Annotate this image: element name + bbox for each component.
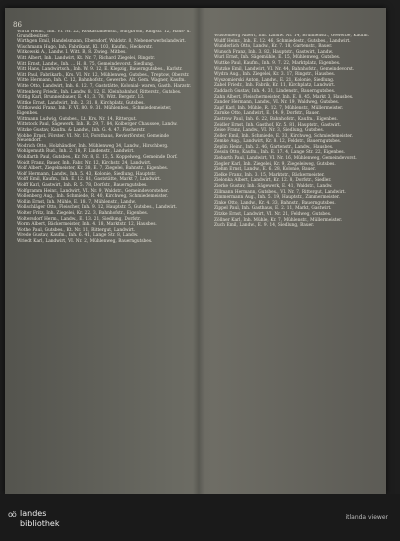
- directory-entry: Zielke Franz, Inh. 3. 15, Marktstr., Bäckermeister.: [214, 172, 325, 178]
- directory-entry: Wodrich Otto, Holzhändler, Inh. Mühlenweg 34, Landw., Hirschberg.: [17, 143, 169, 149]
- right-column: [210, 34, 386, 494]
- directory-entry: Witte Otto, Landwirt, Inh. 6. 12. 7, Gaststätte, Kolonial- waren, Gasth. Harzstr.: [17, 84, 192, 90]
- directory-entry: Wohlgemuth Rud., Inh. 2. 18, F. Lindenstr., Landwirt.: [17, 149, 135, 155]
- directory-entry: Wollschläger Otto, Fleischer, Inh. 9. 12, Hauptstr. 5, Gutsbes., Landwirt.: [17, 205, 177, 211]
- directory-entry: Wobbe Ernst, Förster. VI. Nr. 13, Forsthaus, Revierförster, Gemeinde Neuendorf.: [17, 133, 169, 144]
- directory-entry: Ziegler Karl, Inh. Ziegelei, Kr. 9, Ziegeleiweg, Gutsbes.: [214, 161, 336, 167]
- directory-entry: Witt Paul, Fabrikarb., Krs. VI. Nr. 12, Mühlenweg, Gutsbes., Treptow, Oberstr.: [17, 72, 190, 78]
- directory-entry: Wittmann Ludwig, Gutsbes., Lt. Krs. Nr. 14, Rittergut.: [17, 116, 137, 122]
- directory-entry: Witt Albert, Inh. Landwirt, Kt. Nr. 7, Richard Ziegelei, Ringstr.: [17, 56, 156, 62]
- directory-entry: Zitzke Ernst, Landwirt, VI. Nr. 21, Feldweg, Gutsbes.: [214, 212, 332, 217]
- directory-entry: Zahn Albert, Fleischermeister, Inh. E. 8. 45, Markt 3, Hausbes.: [214, 94, 354, 100]
- directory-entry: Wydra Aug., Inh. Ziegelei, Kr. 3. 17, Ringstr., Hausbes.: [214, 72, 336, 78]
- directory-entry: Zeller Emil, Inh. Schmiede, E. 33, Kirchweg, Schmiedemeister.: [214, 133, 353, 139]
- directory-entry: Zarnke Otto, Landwirt, E. 14. 9, Dorfstr., Bauer.: [214, 111, 320, 117]
- directory-entry: Wollenberg Aug., Inh. Schmiede, R. 40, Kirchweg, Schmiedemeister.: [17, 194, 168, 200]
- left-column: [13, 30, 193, 492]
- directory-entry: Wutzke Emil, Landwirt, VI. Nr. 44, Bahnhofstr., Gemeindevorst.: [214, 66, 355, 72]
- directory-entry: Wittke Ernst, Landwirt, Inh. 2. 31. 8, Kirchplatz, Gutsbes.: [17, 100, 145, 106]
- directory-entry: Wurl Ernst, Inh. Sägemühle, E. 15, Mühlenweg, Gutsbes.: [214, 55, 341, 61]
- directory-entry: Zeplin Heinr., Inh. 2. 46, Gartenstr., Landw., Hausbes.: [214, 144, 334, 150]
- directory-entry: Wittstock Paul, Sägewerk. Inh. R. 29, 7. 84, Kolberger Chaussee, Landw.: [17, 122, 178, 128]
- directory-entry: Worm Albert, Bäckermeister, Inh. 4. 18, Marktstr. 12, Hausbes.: [17, 222, 157, 228]
- viewer-footer: [0, 494, 400, 541]
- directory-entry: Woidt Franz, Bauer, Inh. Fabr. Nr. 12, Kirchstr. 24, Landwirt.: [17, 160, 152, 166]
- logo-line-1: landes: [20, 509, 47, 518]
- directory-entry: Zinke Otto, Landw., Kr. 4. 33, Bahnstr., Bauerngutsbes.: [214, 200, 336, 206]
- directory-entry: Wolff Emil, Kaufm., Inh. E. 12. 81, Gaststätte, Markt 7, Landwirt.: [17, 177, 162, 183]
- viewer-label[interactable]: itlanda viewer: [345, 514, 388, 521]
- directory-entry: Wolf Hermann, Landw., Inh. 5. 43, Kolonie, Siedlung, Hauptstr.: [17, 171, 157, 177]
- directory-entry: Witte Hermann, Inh. C. 12, Bahnhofstr., Gewerbe. Alt. Gem. Wagner, Kaufm.: [17, 78, 186, 84]
- directory-entry: Witt Hans, Landwirtsch., Inh. W. 9. 12, E. Klepzig, Bauerngutsbes., Karlstr.: [17, 67, 183, 73]
- directory-entry: Wollin Ernst, Inh. Mühle, E. 18. 7, Mühlenstr., Landw.: [17, 199, 136, 205]
- directory-entry: Zapf Karl, Inh. Mühle, R. 12. 7, Mühlenstr., Müllermeister.: [214, 105, 344, 111]
- directory-entry: Wyszomierski Anton, Landw., E. 21, Kolonie, Siedlung.: [214, 77, 335, 83]
- directory-entry: Wulff Heinr., Inh. E. 12. 46, Schmiedestr., Gutsbes., Landwirt.: [214, 38, 351, 44]
- directory-entry: Wohlfarth Paul, Gutsbes., Kr. Nr. 8, E. 15, 5. Koppelweg, Gemeinde Dorf.: [17, 154, 178, 160]
- directory-entry: Ziehm Ernst, Landw., E. 6. 28, Kolonie, Bauer.: [214, 167, 316, 173]
- page-gutter: [193, 8, 205, 494]
- directory-entry: Zander Hermann, Landw., VI. Nr. 19, Waldweg, Gutsbes.: [214, 100, 340, 106]
- scanned-page: [5, 8, 386, 494]
- directory-entry: Zastrow Paul, Inh. 6. 22, Bahnhofstr., Kaufm., Eigenbes.: [214, 116, 338, 122]
- directory-entry: Zeise Franz, Landw., VI. Nr. 3, Siedlung, Gutsbes.: [214, 128, 325, 134]
- directory-entry: Zessin Otto, Kaufm., Inh. E. 17. 4, Lange Str. 22, Eigenbes.: [214, 150, 346, 156]
- directory-entry: Wittkowski Franz, Inh. F. VI. 80. 9. 31. Mühlenbes., Schmiedemeister, Eigenbes.: [17, 106, 172, 117]
- directory-entry: Wischmann Hugo, Inh. Fabrikant, Kl. 103, Kaufm., Heckerstr.: [17, 44, 153, 50]
- directory-entry: Wüstenberg Albert, Inh. Landw. Nr. 14, Brunnenstr., Gewerbe, Kaufm.: [214, 34, 369, 38]
- directory-entry: Wittig Karl, Brunnenbauer, E. 41, 3. 78, Witt. Bergstr. 13.: [17, 95, 145, 101]
- directory-entry: Zemke Aug., Landwirt, Kr. 8. 12, Feldstr., Bauerngutsbes.: [214, 139, 342, 145]
- directory-entry: Zielonka Albert, Landwirt, Kr. 12. 8, Dorfstr., Siedler.: [214, 178, 332, 184]
- directory-entry: Zillmann Hermann, Gutsbes., VI. Nr. 7, Rittergut, Landwirt.: [214, 189, 346, 195]
- directory-entry: Wrede Gustav, Kaufm., Inh. 6. 41, Lange Str. 8, Landw.: [17, 233, 139, 239]
- page-number: 86: [13, 21, 22, 29]
- directory-entry: Wolff Karl, Gastwirt, Inh. R. 5. 78, Dorfstr., Bauerngutsbes.: [17, 182, 148, 188]
- logo-mark: oö: [8, 510, 16, 519]
- directory-entry: Wuttke Paul, Kaufm., Inh. 9. 7. 22, Marktplatz, Eigenbes.: [214, 60, 341, 66]
- directory-entry: Wothe Paul, Gutsbes., Kt. Nr. 11, Rittergut, Landwirt.: [17, 227, 136, 233]
- directory-entry: Ziebarth Paul, Landwirt, VI. Nr. 16, Mühlenweg, Gemeindevorst.: [214, 156, 357, 162]
- directory-entry: Wirth Heinr., Inh. VI. Nr. 22, Rotkastanienstr., Burgbrohl, Ringstr. 12, Haus- u. Grundbesitzer.: [17, 30, 191, 39]
- logo-line-2: bibliothek: [20, 519, 60, 528]
- directory-entry: Wirthgen Emil, Handelsmann, Ebersdorf, Waldstr. 8, Nebenerwerbslandwirt.: [17, 39, 186, 45]
- directory-entry: Wriedt Karl, Landwirt, VI. Nr. 2, Mühlenweg, Bauerngutsbes.: [17, 238, 153, 244]
- directory-entry: Zeidler Ernst, Inh. Gasthof, Kr. 5. 81, Hauptstr., Gastwirt.: [214, 122, 342, 128]
- directory-entry: Zabel Friedr., Inh. Fabrik, Kr. 11, Kirchplatz, Landwirt.: [214, 83, 336, 89]
- directory-entry: Wolf Albert, Ziegelmeister, Kr. 38, E. 7, Ziegelei, Bahnstr., Eigenbes.: [17, 166, 169, 172]
- directory-entry: Witkowski A., Landw. I. Witt. B, 8. Zwieg. Mitbes.: [17, 50, 127, 56]
- directory-entry: Zaddach Gustav, Inh. 4. 31, Lindenstr., Bauerngutsbes.: [214, 88, 336, 94]
- directory-entry: Wolfgramm Heinr., Landwirt, VI. Nr. 9, Waldstr., Gemeindevorsteher.: [17, 188, 169, 194]
- directory-entry: Woltersdorf Herm., Landw., E. 13. 21, Siedlung, Dorfstr.: [17, 216, 141, 222]
- directory-entry: Witt Ernst, Landw., Inh. ... H. 8. 75, Gemeindevorst. Siedlung.: [17, 61, 155, 67]
- directory-entry: Zöllner Karl, Inh. Mühle, Kr. 7, Mühlenstr., Müllermeister.: [214, 217, 343, 223]
- directory-entry: Witzke Gustav, Kaufm. & Landw., Inh. G. 4. 47. Fischerstr.: [17, 127, 146, 133]
- directory-entry: Wunderlich Otto, Landw., Kr. 7. 18, Gartenstr., Bauer.: [214, 44, 333, 50]
- directory-entry: Wunsch Franz, Inh. 3. 82, Hauptstr., Gastwirt, Landw.: [214, 49, 334, 55]
- directory-entry: Wolter Fritz, Inh. Ziegelei, Kr. 22. 3, Bahnhofstr., Eigenbes.: [17, 210, 149, 216]
- directory-entry: Zuch Emil, Landw., E. 9. 14, Siedlung, Bauer.: [214, 223, 315, 229]
- directory-entry: Zierke Gustav, Inh. Sägewerk, E. 41, Waldstr., Landw.: [214, 184, 333, 190]
- directory-entry: Wittenberg Friedr., Inh. Landw. 8. 12, E. Kleinbahnhof, Ritterstr., Gutsbes.: [17, 89, 182, 95]
- directory-entry: Zimmermann Aug., Inh. 5. 19, Hauptstr., Zimmermeister.: [214, 195, 340, 201]
- directory-entry: Zippel Paul, Inh. Gasthaus, E. 2. 11, Markt, Gastwirt.: [214, 206, 332, 212]
